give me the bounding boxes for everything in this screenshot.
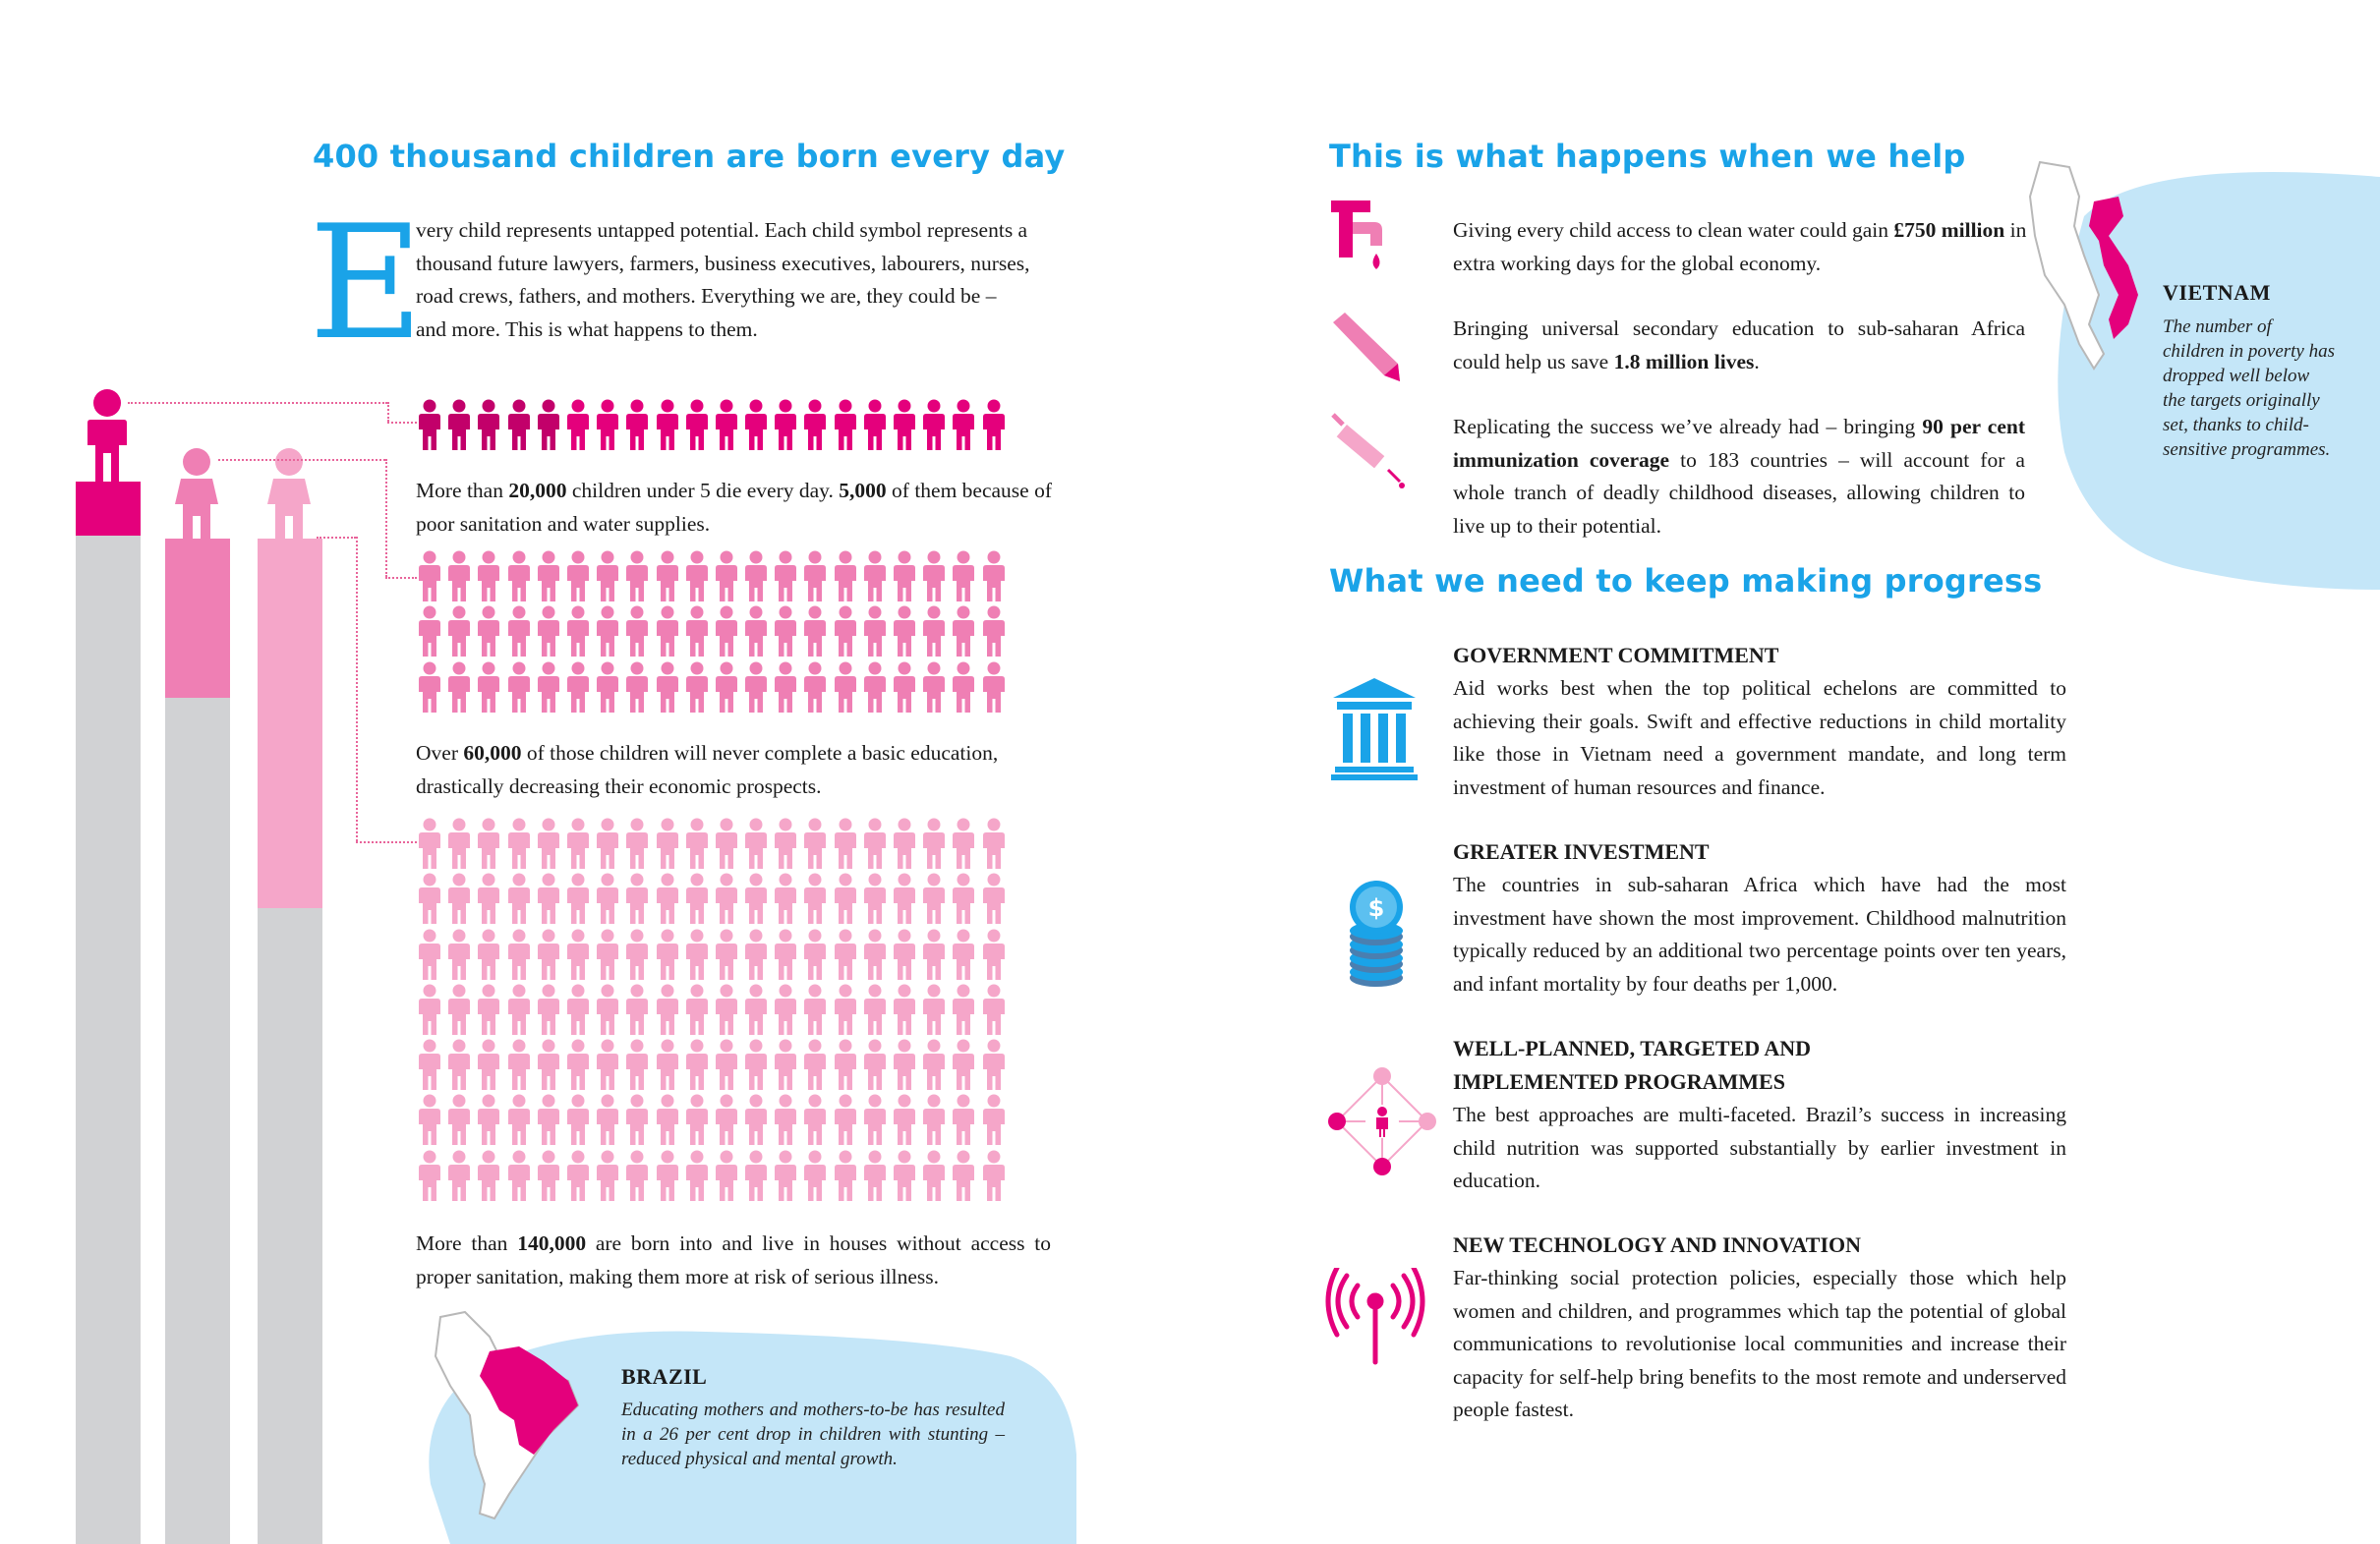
child-symbol-icon <box>802 1094 828 1145</box>
connector-line-2-drop <box>385 459 387 577</box>
child-symbol-icon <box>595 605 620 657</box>
child-symbol-icon <box>536 1039 561 1090</box>
child-symbol-icon <box>506 984 532 1035</box>
child-symbol-icon <box>624 873 650 924</box>
child-symbol-icon <box>655 661 680 713</box>
left-title: 400 thousand children are born every day <box>313 138 1066 175</box>
child-symbol-icon <box>802 1150 828 1201</box>
connector-line-1-drop <box>387 402 389 422</box>
child-symbol-icon <box>417 1094 442 1145</box>
syringe-icon <box>1329 411 1408 489</box>
child-symbol-icon <box>892 399 917 450</box>
child-symbol-icon <box>684 1094 710 1145</box>
child-symbol-icon <box>417 818 442 869</box>
child-symbol-icon <box>595 818 620 869</box>
child-symbol-icon <box>743 399 769 450</box>
child-symbol-icon <box>624 1094 650 1145</box>
help-item-2-text <box>1453 313 2025 378</box>
intro-paragraph: very child represents untapped potential. Each child symbol represents a thousand future lawyers, farmers, business executives, labourers, nurses, road crews, fathers, and mothers. Everything we are, they could be – and more. This is what happens to them. <box>416 218 1030 341</box>
child-symbol-icon <box>565 1094 591 1145</box>
child-symbol-icon <box>506 399 532 450</box>
bar-grey-1 <box>76 536 141 1544</box>
child-symbol-icon <box>536 550 561 601</box>
child-symbol-icon <box>862 399 888 450</box>
child-symbol-icon <box>862 984 888 1035</box>
child-symbol-icon <box>565 984 591 1035</box>
bar-grey-2 <box>165 698 230 1544</box>
child-symbol-icon <box>506 929 532 980</box>
help-item-2-bold: 1.8 million lives <box>1613 349 1755 373</box>
child-symbol-icon <box>714 1094 739 1145</box>
child-symbol-icon <box>921 550 947 601</box>
child-symbol-icon <box>446 605 472 657</box>
child-symbol-icon <box>655 873 680 924</box>
child-symbol-icon <box>743 929 769 980</box>
child-symbol-icon <box>684 661 710 713</box>
child-symbol-icon <box>773 929 798 980</box>
child-symbol-icon <box>446 661 472 713</box>
child-symbol-icon <box>565 818 591 869</box>
child-symbol-icon <box>714 818 739 869</box>
help-item-2-post: . <box>1754 349 1760 373</box>
help-item-1-text <box>1453 214 2043 280</box>
child-symbol-icon <box>536 399 561 450</box>
child-symbol-icon <box>921 873 947 924</box>
child-symbol-icon <box>476 818 501 869</box>
child-symbol-icon <box>862 929 888 980</box>
child-symbol-icon <box>476 1150 501 1201</box>
child-symbol-icon <box>506 1094 532 1145</box>
child-symbol-icon <box>921 984 947 1035</box>
child-symbol-icon <box>476 1039 501 1090</box>
help-item-3-post: to 183 countries – will account for a whole tranch of deadly childhood diseases, allowing children to live up to their potential. <box>1453 447 2025 538</box>
stat-20000-text <box>416 475 1055 541</box>
child-symbol-icon <box>802 661 828 713</box>
connector-line-3-drop <box>356 537 358 841</box>
child-symbol-icon <box>743 550 769 601</box>
child-symbol-icon <box>417 1150 442 1201</box>
child-symbol-icon <box>684 550 710 601</box>
child-symbol-icon <box>655 1039 680 1090</box>
child-symbol-icon <box>595 873 620 924</box>
child-symbol-icon <box>684 1150 710 1201</box>
child-symbol-icon <box>921 929 947 980</box>
child-symbol-icon <box>921 661 947 713</box>
child-symbol-icon <box>624 399 650 450</box>
pictogram-group-140000 <box>417 818 1011 1205</box>
child-symbol-icon <box>595 550 620 601</box>
child-symbol-icon <box>862 818 888 869</box>
child-symbol-icon <box>655 1094 680 1145</box>
child-symbol-icon <box>833 1039 858 1090</box>
child-symbol-icon <box>951 1094 976 1145</box>
child-symbol-icon <box>921 818 947 869</box>
child-symbol-icon <box>624 1150 650 1201</box>
child-symbol-icon <box>892 605 917 657</box>
child-symbol-icon <box>773 1094 798 1145</box>
child-symbol-icon <box>684 984 710 1035</box>
child-symbol-icon <box>624 818 650 869</box>
child-symbol-icon <box>921 1094 947 1145</box>
child-symbol-icon <box>743 1039 769 1090</box>
vietnam-callout <box>2025 157 2380 590</box>
child-symbol-icon <box>743 661 769 713</box>
child-symbol-icon <box>565 399 591 450</box>
right-title: This is what happens when we help <box>1329 138 1966 175</box>
child-symbol-icon <box>833 550 858 601</box>
pictogram-group-20000 <box>417 399 1011 454</box>
child-symbol-icon <box>743 605 769 657</box>
child-symbol-icon <box>595 1150 620 1201</box>
child-symbol-icon <box>476 605 501 657</box>
child-symbol-icon <box>684 605 710 657</box>
child-symbol-icon <box>446 1039 472 1090</box>
child-symbol-icon <box>802 929 828 980</box>
stat2-value: 60,000 <box>463 741 522 765</box>
child-symbol-icon <box>624 661 650 713</box>
vietnam-title: VIETNAM <box>2163 280 2271 305</box>
bar-mid-pink <box>165 539 230 698</box>
child-symbol-icon <box>833 818 858 869</box>
pencil-icon <box>1327 311 1406 384</box>
child-symbol-icon <box>714 873 739 924</box>
help-item-3-text <box>1453 411 2025 543</box>
child-symbol-icon <box>476 661 501 713</box>
child-symbol-icon <box>417 984 442 1035</box>
child-symbol-icon <box>417 550 442 601</box>
child-symbol-icon <box>536 984 561 1035</box>
child-symbol-icon <box>833 929 858 980</box>
child-symbol-icon <box>802 605 828 657</box>
child-symbol-icon <box>476 399 501 450</box>
child-symbol-icon <box>536 818 561 869</box>
help-item-3-bold: 90 per cent immunization coverage <box>1453 415 2026 472</box>
bar-grey-3 <box>258 908 322 1544</box>
stat1-pre: More than <box>416 479 509 502</box>
child-symbol-icon <box>446 929 472 980</box>
child-symbol-icon <box>951 1150 976 1201</box>
water-tap-icon <box>1329 199 1388 272</box>
child-figure-mid-pink-icon <box>167 447 226 539</box>
child-symbol-icon <box>536 605 561 657</box>
child-symbol-icon <box>655 399 680 450</box>
help-item-3-pre: Replicating the success we’ve already had – bringing <box>1453 415 1923 438</box>
child-symbol-icon <box>536 661 561 713</box>
child-symbol-icon <box>981 984 1007 1035</box>
child-symbol-icon <box>981 605 1007 657</box>
stat1-post: of them because of poor sanitation and water supplies. <box>416 479 1053 536</box>
child-symbol-icon <box>833 605 858 657</box>
help-item-1-bold: £750 million <box>1893 218 2005 242</box>
child-symbol-icon <box>536 929 561 980</box>
child-symbol-icon <box>655 605 680 657</box>
child-symbol-icon <box>417 873 442 924</box>
progress-item-4-title: NEW TECHNOLOGY AND INNOVATION <box>1453 1232 1862 1257</box>
network-child-icon <box>1327 1066 1437 1176</box>
child-symbol-icon <box>417 1039 442 1090</box>
stat-140000-text <box>416 1228 1051 1293</box>
child-symbol-icon <box>684 399 710 450</box>
child-symbol-icon <box>476 929 501 980</box>
child-symbol-icon <box>892 550 917 601</box>
progress-item-3-title: WELL-PLANNED, TARGETED AND IMPLEMENTED PROGRAMMES <box>1453 1036 1812 1094</box>
stat3-pre: More than <box>416 1231 518 1255</box>
child-symbol-icon <box>714 605 739 657</box>
help-item-1-post: in extra working days for the global economy. <box>1453 218 2027 275</box>
child-symbol-icon <box>655 818 680 869</box>
child-symbol-icon <box>892 873 917 924</box>
child-symbol-icon <box>773 984 798 1035</box>
child-symbol-icon <box>773 818 798 869</box>
child-symbol-icon <box>951 1039 976 1090</box>
progress-item-4-text: Far-thinking social protection policies, especially those which help women and children, and programmes which tap the potential of global communications to revolutionise local communities and increase their capacity for self-help bring benefits to the most remote and underserved people fastest. <box>1453 1266 2066 1421</box>
child-symbol-icon <box>476 984 501 1035</box>
stat1-value: 20,000 <box>508 479 567 502</box>
child-symbol-icon <box>476 873 501 924</box>
child-symbol-icon <box>773 550 798 601</box>
child-symbol-icon <box>446 550 472 601</box>
stat3-value: 140,000 <box>517 1231 587 1255</box>
child-symbol-icon <box>773 399 798 450</box>
government-building-icon <box>1329 676 1420 782</box>
child-symbol-icon <box>595 929 620 980</box>
stat-60000-text <box>416 737 1065 803</box>
child-symbol-icon <box>833 399 858 450</box>
child-symbol-icon <box>981 550 1007 601</box>
child-symbol-icon <box>446 818 472 869</box>
child-symbol-icon <box>833 661 858 713</box>
child-symbol-icon <box>417 605 442 657</box>
child-symbol-icon <box>802 1039 828 1090</box>
child-symbol-icon <box>446 1150 472 1201</box>
connector-line-2 <box>218 459 385 461</box>
child-symbol-icon <box>892 818 917 869</box>
child-symbol-icon <box>506 873 532 924</box>
stat2-pre: Over <box>416 741 464 765</box>
child-symbol-icon <box>862 661 888 713</box>
child-symbol-icon <box>951 550 976 601</box>
child-symbol-icon <box>565 661 591 713</box>
child-symbol-icon <box>506 1150 532 1201</box>
child-symbol-icon <box>862 1150 888 1201</box>
south-america-map-icon <box>421 1307 588 1523</box>
child-symbol-icon <box>446 399 472 450</box>
child-symbol-icon <box>921 1150 947 1201</box>
stat1-value2: 5,000 <box>839 479 887 502</box>
bar-magenta <box>76 482 141 536</box>
child-symbol-icon <box>981 929 1007 980</box>
help-item-1-pre: Giving every child access to clean water could gain <box>1453 218 1894 242</box>
child-symbol-icon <box>862 550 888 601</box>
child-symbol-icon <box>714 550 739 601</box>
child-symbol-icon <box>951 873 976 924</box>
child-symbol-icon <box>595 399 620 450</box>
child-symbol-icon <box>506 661 532 713</box>
child-symbol-icon <box>981 399 1007 450</box>
child-symbol-icon <box>624 1039 650 1090</box>
child-symbol-icon <box>981 1150 1007 1201</box>
child-symbol-icon <box>565 605 591 657</box>
child-symbol-icon <box>892 1150 917 1201</box>
child-symbol-icon <box>506 550 532 601</box>
child-symbol-icon <box>921 605 947 657</box>
child-symbol-icon <box>684 929 710 980</box>
child-symbol-icon <box>417 399 442 450</box>
child-symbol-icon <box>595 661 620 713</box>
child-symbol-icon <box>951 399 976 450</box>
child-symbol-icon <box>773 1039 798 1090</box>
child-symbol-icon <box>595 984 620 1035</box>
svg-text:$: $ <box>1367 894 1385 922</box>
child-symbol-icon <box>892 1094 917 1145</box>
progress-item-1-text: Aid works best when the top political echelons are committed to achieving their goals. Swift and effective reductions in child mortality like those in Vietnam need a government mandate, and long term investment of human resources and finance. <box>1453 676 2066 799</box>
child-symbol-icon <box>684 1039 710 1090</box>
connector-line-1 <box>128 402 387 404</box>
child-symbol-icon <box>743 818 769 869</box>
child-symbol-icon <box>476 550 501 601</box>
child-symbol-icon <box>714 984 739 1035</box>
child-symbol-icon <box>714 1150 739 1201</box>
brazil-title: BRAZIL <box>621 1364 708 1389</box>
child-symbol-icon <box>624 605 650 657</box>
child-symbol-icon <box>743 873 769 924</box>
child-symbol-icon <box>446 873 472 924</box>
child-symbol-icon <box>655 984 680 1035</box>
child-symbol-icon <box>892 984 917 1035</box>
child-symbol-icon <box>951 818 976 869</box>
child-symbol-icon <box>833 1094 858 1145</box>
progress-item-2-text: The countries in sub-saharan Africa which have had the most investment have shown the most improvement. Childhood malnutrition typically reduced by an additional two percentage points over ten years, and infant mortality by four deaths per 1,000. <box>1453 873 2066 996</box>
child-symbol-icon <box>802 818 828 869</box>
progress-item-2-title: GREATER INVESTMENT <box>1453 839 1710 864</box>
child-symbol-icon <box>684 873 710 924</box>
connector-line-3-end <box>356 841 417 843</box>
child-symbol-icon <box>565 550 591 601</box>
child-symbol-icon <box>714 1039 739 1090</box>
child-symbol-icon <box>743 1094 769 1145</box>
stat1-mid: children under 5 die every day. <box>566 479 840 502</box>
coin-stack-icon <box>1347 880 1406 990</box>
child-symbol-icon <box>565 873 591 924</box>
child-symbol-icon <box>892 661 917 713</box>
child-symbol-icon <box>417 929 442 980</box>
child-symbol-icon <box>446 1094 472 1145</box>
child-symbol-icon <box>536 1150 561 1201</box>
child-symbol-icon <box>595 1094 620 1145</box>
child-symbol-icon <box>624 984 650 1035</box>
child-symbol-icon <box>476 1094 501 1145</box>
child-symbol-icon <box>773 661 798 713</box>
child-symbol-icon <box>951 661 976 713</box>
child-symbol-icon <box>684 818 710 869</box>
child-symbol-icon <box>951 605 976 657</box>
child-symbol-icon <box>417 661 442 713</box>
child-symbol-icon <box>536 1094 561 1145</box>
wireless-antenna-icon <box>1325 1268 1425 1366</box>
child-symbol-icon <box>773 605 798 657</box>
child-symbol-icon <box>833 984 858 1035</box>
connector-line-3 <box>317 537 356 539</box>
child-symbol-icon <box>714 661 739 713</box>
child-symbol-icon <box>981 818 1007 869</box>
child-symbol-icon <box>833 873 858 924</box>
child-symbol-icon <box>951 984 976 1035</box>
child-symbol-icon <box>802 399 828 450</box>
brazil-callout <box>411 1307 1076 1544</box>
child-symbol-icon <box>624 929 650 980</box>
child-symbol-icon <box>981 1039 1007 1090</box>
child-symbol-icon <box>892 1039 917 1090</box>
child-symbol-icon <box>921 1039 947 1090</box>
child-symbol-icon <box>743 984 769 1035</box>
child-symbol-icon <box>624 550 650 601</box>
vietnam-map-icon <box>2025 157 2163 373</box>
bar-light-pink <box>258 539 322 908</box>
child-symbol-icon <box>506 605 532 657</box>
child-symbol-icon <box>951 929 976 980</box>
progress-item-1-title: GOVERNMENT COMMITMENT <box>1453 643 1779 667</box>
child-symbol-icon <box>565 1039 591 1090</box>
child-symbol-icon <box>833 1150 858 1201</box>
progress-item-3-text: The best approaches are multi-faceted. Brazil’s success in increasing child nutrition was supported substantially by earlier investment in education. <box>1453 1103 2066 1192</box>
child-symbol-icon <box>743 1150 769 1201</box>
child-symbol-icon <box>773 873 798 924</box>
child-symbol-icon <box>862 873 888 924</box>
connector-line-1-end <box>387 422 417 424</box>
child-symbol-icon <box>655 929 680 980</box>
child-symbol-icon <box>565 1150 591 1201</box>
child-symbol-icon <box>714 399 739 450</box>
child-symbol-icon <box>981 873 1007 924</box>
child-symbol-icon <box>802 873 828 924</box>
vietnam-text: The number of children in poverty has dropped well below the targets originally set, thanks to child-sensitive programmes. <box>2163 316 2336 460</box>
child-symbol-icon <box>862 1094 888 1145</box>
child-symbol-icon <box>921 399 947 450</box>
drop-cap: E <box>309 191 424 374</box>
stat2-post: of those children will never complete a basic education, drastically decreasing their economic prospects. <box>416 741 999 798</box>
child-symbol-icon <box>714 929 739 980</box>
child-symbol-icon <box>981 661 1007 713</box>
connector-line-2-end <box>385 577 417 579</box>
child-symbol-icon <box>892 929 917 980</box>
child-symbol-icon <box>506 1039 532 1090</box>
child-symbol-icon <box>595 1039 620 1090</box>
child-symbol-icon <box>981 1094 1007 1145</box>
child-symbol-icon <box>655 1150 680 1201</box>
child-symbol-icon <box>446 984 472 1035</box>
child-symbol-icon <box>773 1150 798 1201</box>
help-item-2-pre: Bringing universal secondary education to sub-saharan Africa could help us save <box>1453 316 2025 373</box>
brazil-text: Educating mothers and mothers-to-be has resulted in a 26 per cent drop in children with stunting – reduced physical and mental growth. <box>621 1400 1005 1469</box>
child-symbol-icon <box>862 605 888 657</box>
child-symbol-icon <box>536 873 561 924</box>
child-symbol-icon <box>655 550 680 601</box>
progress-title: What we need to keep making progress <box>1329 562 2043 600</box>
child-symbol-icon <box>802 550 828 601</box>
child-symbol-icon <box>565 929 591 980</box>
child-symbol-icon <box>506 818 532 869</box>
stat3-post: are born into and live in houses without access to proper sanitation, making them more at risk of serious illness. <box>416 1231 1051 1288</box>
pictogram-group-60000 <box>417 550 1011 716</box>
child-symbol-icon <box>802 984 828 1035</box>
child-symbol-icon <box>862 1039 888 1090</box>
